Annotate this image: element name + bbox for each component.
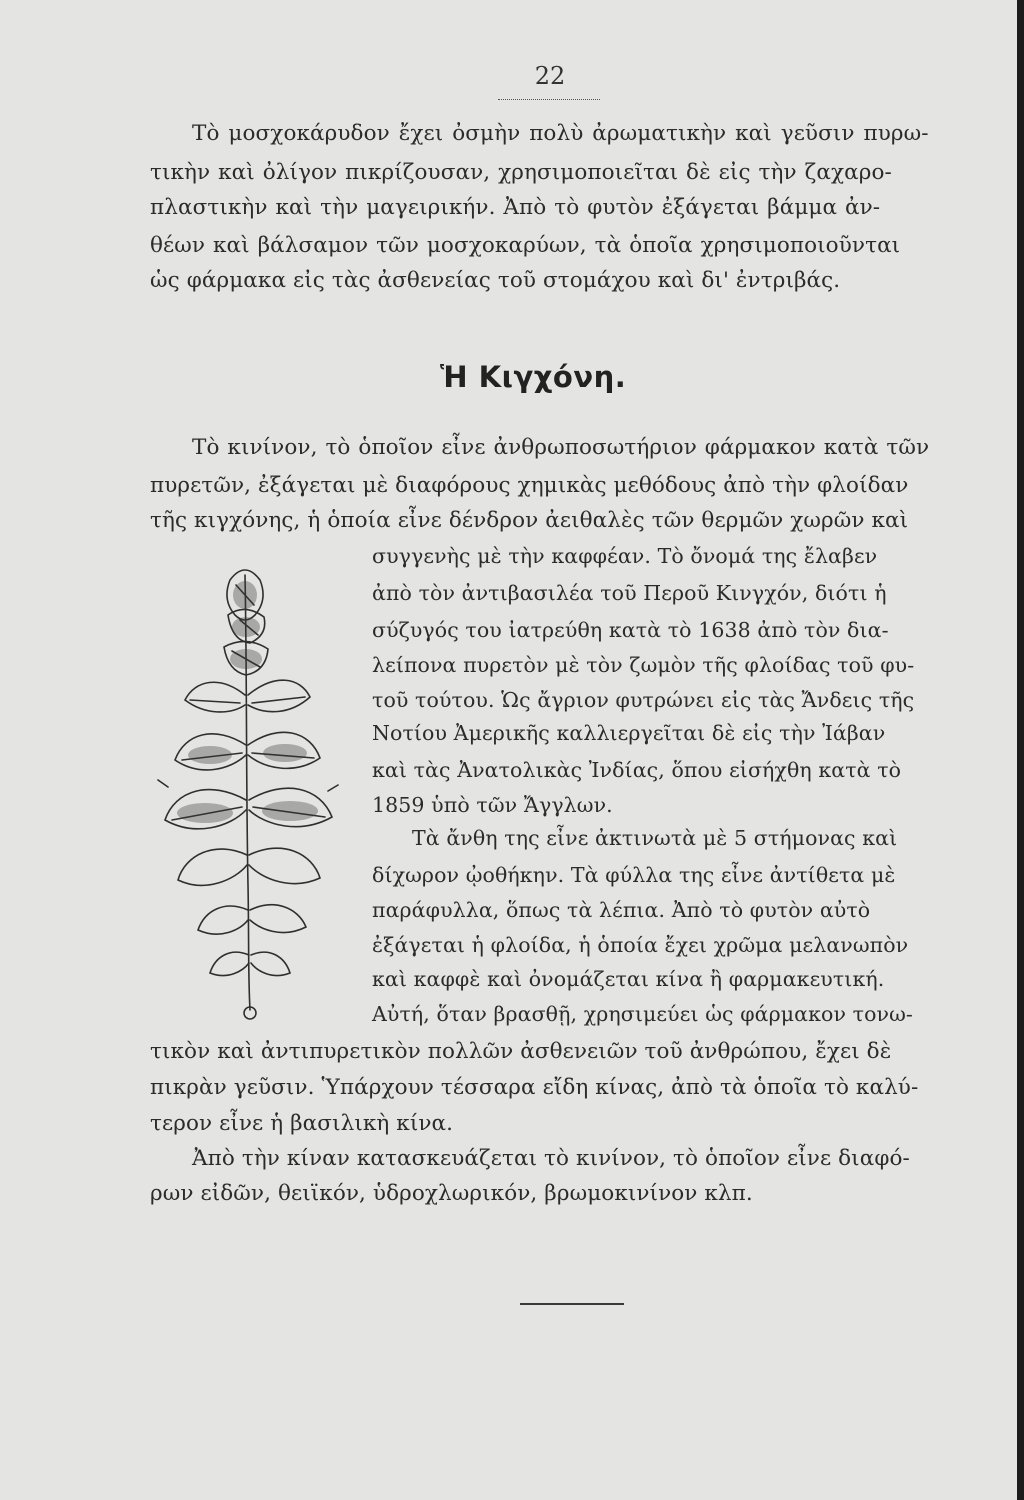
paragraph3-wrap-line-5: καὶ καφφὲ καὶ ὀνομάζεται κίνα ἢ φαρμακευτική. bbox=[372, 967, 885, 991]
paragraph2-wrap-line-1: συγγενὴς μὲ τὴν καφφέαν. Τὸ ὄνομά της ἔλαβεν bbox=[372, 544, 878, 568]
paragraph3-wrap-line-2: δίχωρον ᾠοθήκην. Τὰ φύλλα της εἶνε ἀντίθετα μὲ bbox=[372, 863, 896, 887]
page-number: 22 bbox=[534, 62, 566, 90]
section-end-rule bbox=[520, 1303, 624, 1305]
paragraph1-line-4: θέων καὶ βάλσαμον τῶν μοσχοκαρύων, τὰ ὁποῖα χρησιμοποιοῦνται bbox=[150, 233, 901, 258]
paragraph3-line-2: πικρὰν γεῦσιν. Ὑπάρχουν τέσσαρα εἴδη κίνας, ἀπὸ τὰ ὁποῖα τὸ καλύ- bbox=[150, 1075, 919, 1100]
paragraph3-line-1: τικὸν καὶ ἀντιπυρετικὸν πολλῶν ἀσθενειῶν τοῦ ἀνθρώπου, ἔχει δὲ bbox=[150, 1039, 892, 1064]
paragraph2-wrap-line-8: 1859 ὑπὸ τῶν Ἄγγλων. bbox=[372, 793, 613, 817]
cinchona-plant-illustration bbox=[150, 555, 350, 1025]
paragraph3-wrap-line-3: παράφυλλα, ὅπως τὰ λέπια. Ἀπὸ τὸ φυτὸν αὐτὸ bbox=[372, 898, 871, 922]
paragraph2-line-3: τῆς κιγχόνης, ἡ ὁποία εἶνε δένδρον ἀειθαλὲς τῶν θερμῶν χωρῶν καὶ bbox=[150, 508, 909, 533]
paragraph1-line-3: πλαστικὴν καὶ τὴν μαγειρικήν. Ἀπὸ τὸ φυτὸν ἐξάγεται βάμμα ἀν- bbox=[150, 195, 881, 220]
paragraph4-line-2: ρων εἰδῶν, θειϊκόν, ὑδροχλωρικόν, βρωμοκινίνον κλπ. bbox=[150, 1181, 753, 1206]
paragraph2-wrap-line-7: καὶ τὰς Ἀνατολικὰς Ἰνδίας, ὅπου εἰσήχθη κατὰ τὸ bbox=[372, 758, 902, 782]
page-number-rule bbox=[498, 99, 600, 100]
paragraph2-line-2: πυρετῶν, ἐξάγεται μὲ διαφόρους χημικὰς μεθόδους ἀπὸ τὴν φλοίδαν bbox=[150, 473, 909, 498]
paragraph3-wrap-line-6: Αὐτή, ὅταν βρασθῇ, χρησιμεύει ὡς φάρμακον τονω- bbox=[372, 1002, 913, 1026]
section-heading: Ἡ Κιγχόνη. bbox=[440, 360, 627, 394]
paragraph2-wrap-line-4: λείπονα πυρετὸν μὲ τὸν ζωμὸν τῆς φλοίδας τοῦ φυ- bbox=[372, 653, 915, 677]
paragraph1-line-5: ὡς φάρμακα εἰς τὰς ἀσθενείας τοῦ στομάχου καὶ δι' ἐντριβάς. bbox=[150, 268, 841, 293]
paragraph4-line-1: Ἀπὸ τὴν κίναν κατασκευάζεται τὸ κινίνον, τὸ ὁποῖον εἶνε διαφό- bbox=[192, 1146, 910, 1171]
paragraph2-wrap-line-5: τοῦ τούτου. Ὡς ἄγριον φυτρώνει εἰς τὰς Ἄνδεις τῆς bbox=[372, 688, 915, 712]
paragraph2-wrap-line-6: Νοτίου Ἀμερικῆς καλλιεργεῖται δὲ εἰς τὴν Ἰάβαν bbox=[372, 721, 886, 745]
paragraph2-line-1: Τὸ κινίνον, τὸ ὁποῖον εἶνε ἀνθρωποσωτήριον φάρμακον κατὰ τῶν bbox=[192, 435, 930, 460]
paragraph3-wrap-line-1: Τὰ ἄνθη της εἶνε ἀκτινωτὰ μὲ 5 στήμονας καὶ bbox=[412, 826, 898, 850]
paragraph3-wrap-line-4: ἐξάγεται ἡ φλοίδα, ἡ ὁποία ἔχει χρῶμα μελανωπὸν bbox=[372, 933, 909, 957]
paragraph1-line-2: τικὴν καὶ ὀλίγον πικρίζουσαν, χρησιμοποιεῖται δὲ εἰς τὴν ζαχαρο- bbox=[150, 160, 892, 185]
paragraph2-wrap-line-3: σύζυγός του ἰατρεύθη κατὰ τὸ 1638 ἀπὸ τὸν δια- bbox=[372, 618, 889, 642]
page-edge-shadow bbox=[1017, 0, 1024, 1500]
paragraph3-line-3: τερον εἶνε ἡ βασιλικὴ κίνα. bbox=[150, 1111, 454, 1136]
paragraph2-wrap-line-2: ἀπὸ τὸν ἀντιβασιλέα τοῦ Περοῦ Κινγχόν, διότι ἡ bbox=[372, 581, 887, 605]
paragraph1-line-1: Τὸ μοσχοκάρυδον ἔχει ὀσμὴν πολὺ ἀρωματικὴν καὶ γεῦσιν πυρω- bbox=[192, 121, 929, 146]
